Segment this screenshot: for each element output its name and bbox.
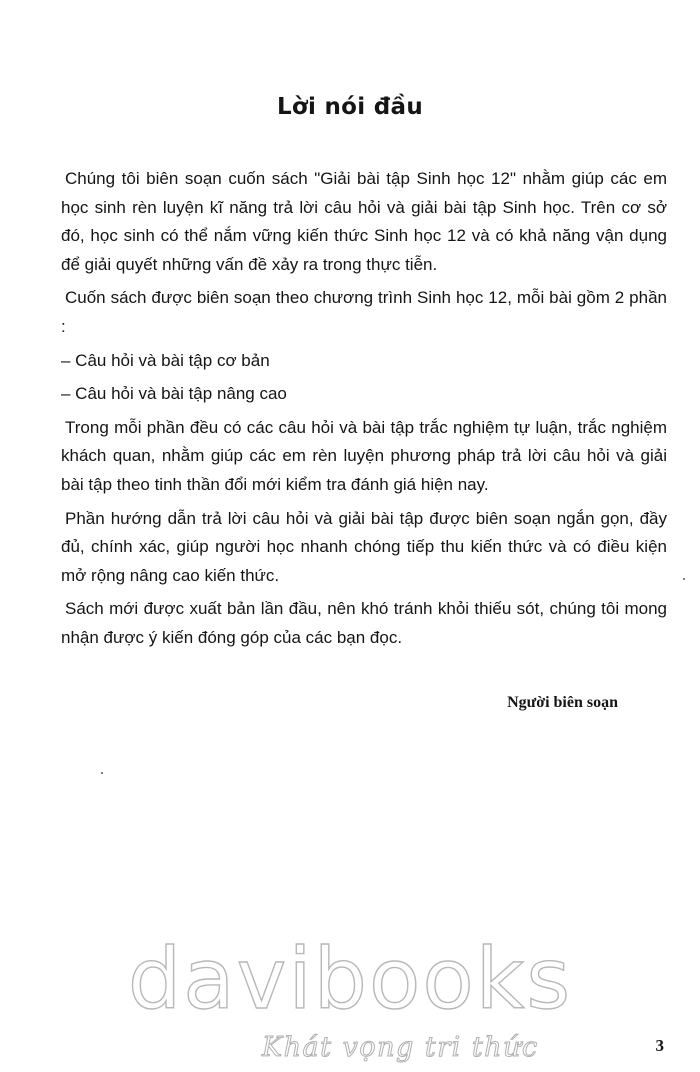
- watermark-logo: davibooks: [127, 930, 573, 1028]
- scan-speck: [683, 578, 685, 580]
- page-number: 3: [655, 1036, 664, 1055]
- page-title: Lời nói đầu: [276, 94, 424, 120]
- paragraph-guidance: Phần hướng dẫn trả lời câu hỏi và giải bài tập được biên soạn ngắn gọn, đầy đủ, chính xác, giúp người học nhanh chóng tiếp thu kiến thức và có điều kiện mở rộng nâng cao kiến thức.: [61, 508, 667, 585]
- paragraph-structure: Cuốn sách được biên soạn theo chương trình Sinh học 12, mỗi bài gồm 2 phần :: [61, 288, 667, 336]
- list-item-basic: – Câu hỏi và bài tập cơ bản: [61, 350, 270, 370]
- paragraph-closing: Sách mới được xuất bản lần đầu, nên khó tránh khỏi thiếu sót, chúng tôi mong nhận được ý kiến đóng góp của các bạn đọc.: [61, 599, 667, 647]
- author-signature: Người biên soạn: [507, 694, 618, 711]
- paragraph-intro: Chúng tôi biên soạn cuốn sách "Giải bài tập Sinh học 12" nhằm giúp các em học sinh rèn luyện kĩ năng trả lời câu hỏi và giải bài tập Sinh học. Trên cơ sở đó, học sinh có thể nắm vững kiến thức Sinh học 12 và có khả năng vận dụng để giải quyết những vấn đề xảy ra trong thực tiễn.: [61, 169, 667, 274]
- paragraph-exercise-types: Trong mỗi phần đều có các câu hỏi và bài tập trắc nghiệm tự luận, trắc nghiệm khách quan, nhằm giúp các em rèn luyện phương pháp trả lời câu hỏi và giải bài tập theo tinh thần đổi mới kiểm tra đánh giá hiện nay.: [61, 417, 667, 494]
- list-item-advanced: – Câu hỏi và bài tập nâng cao: [61, 384, 287, 404]
- scan-speck: [101, 772, 103, 774]
- preface-body: [61, 165, 667, 658]
- watermark-tagline: Khát vọng tri thức: [262, 1032, 539, 1063]
